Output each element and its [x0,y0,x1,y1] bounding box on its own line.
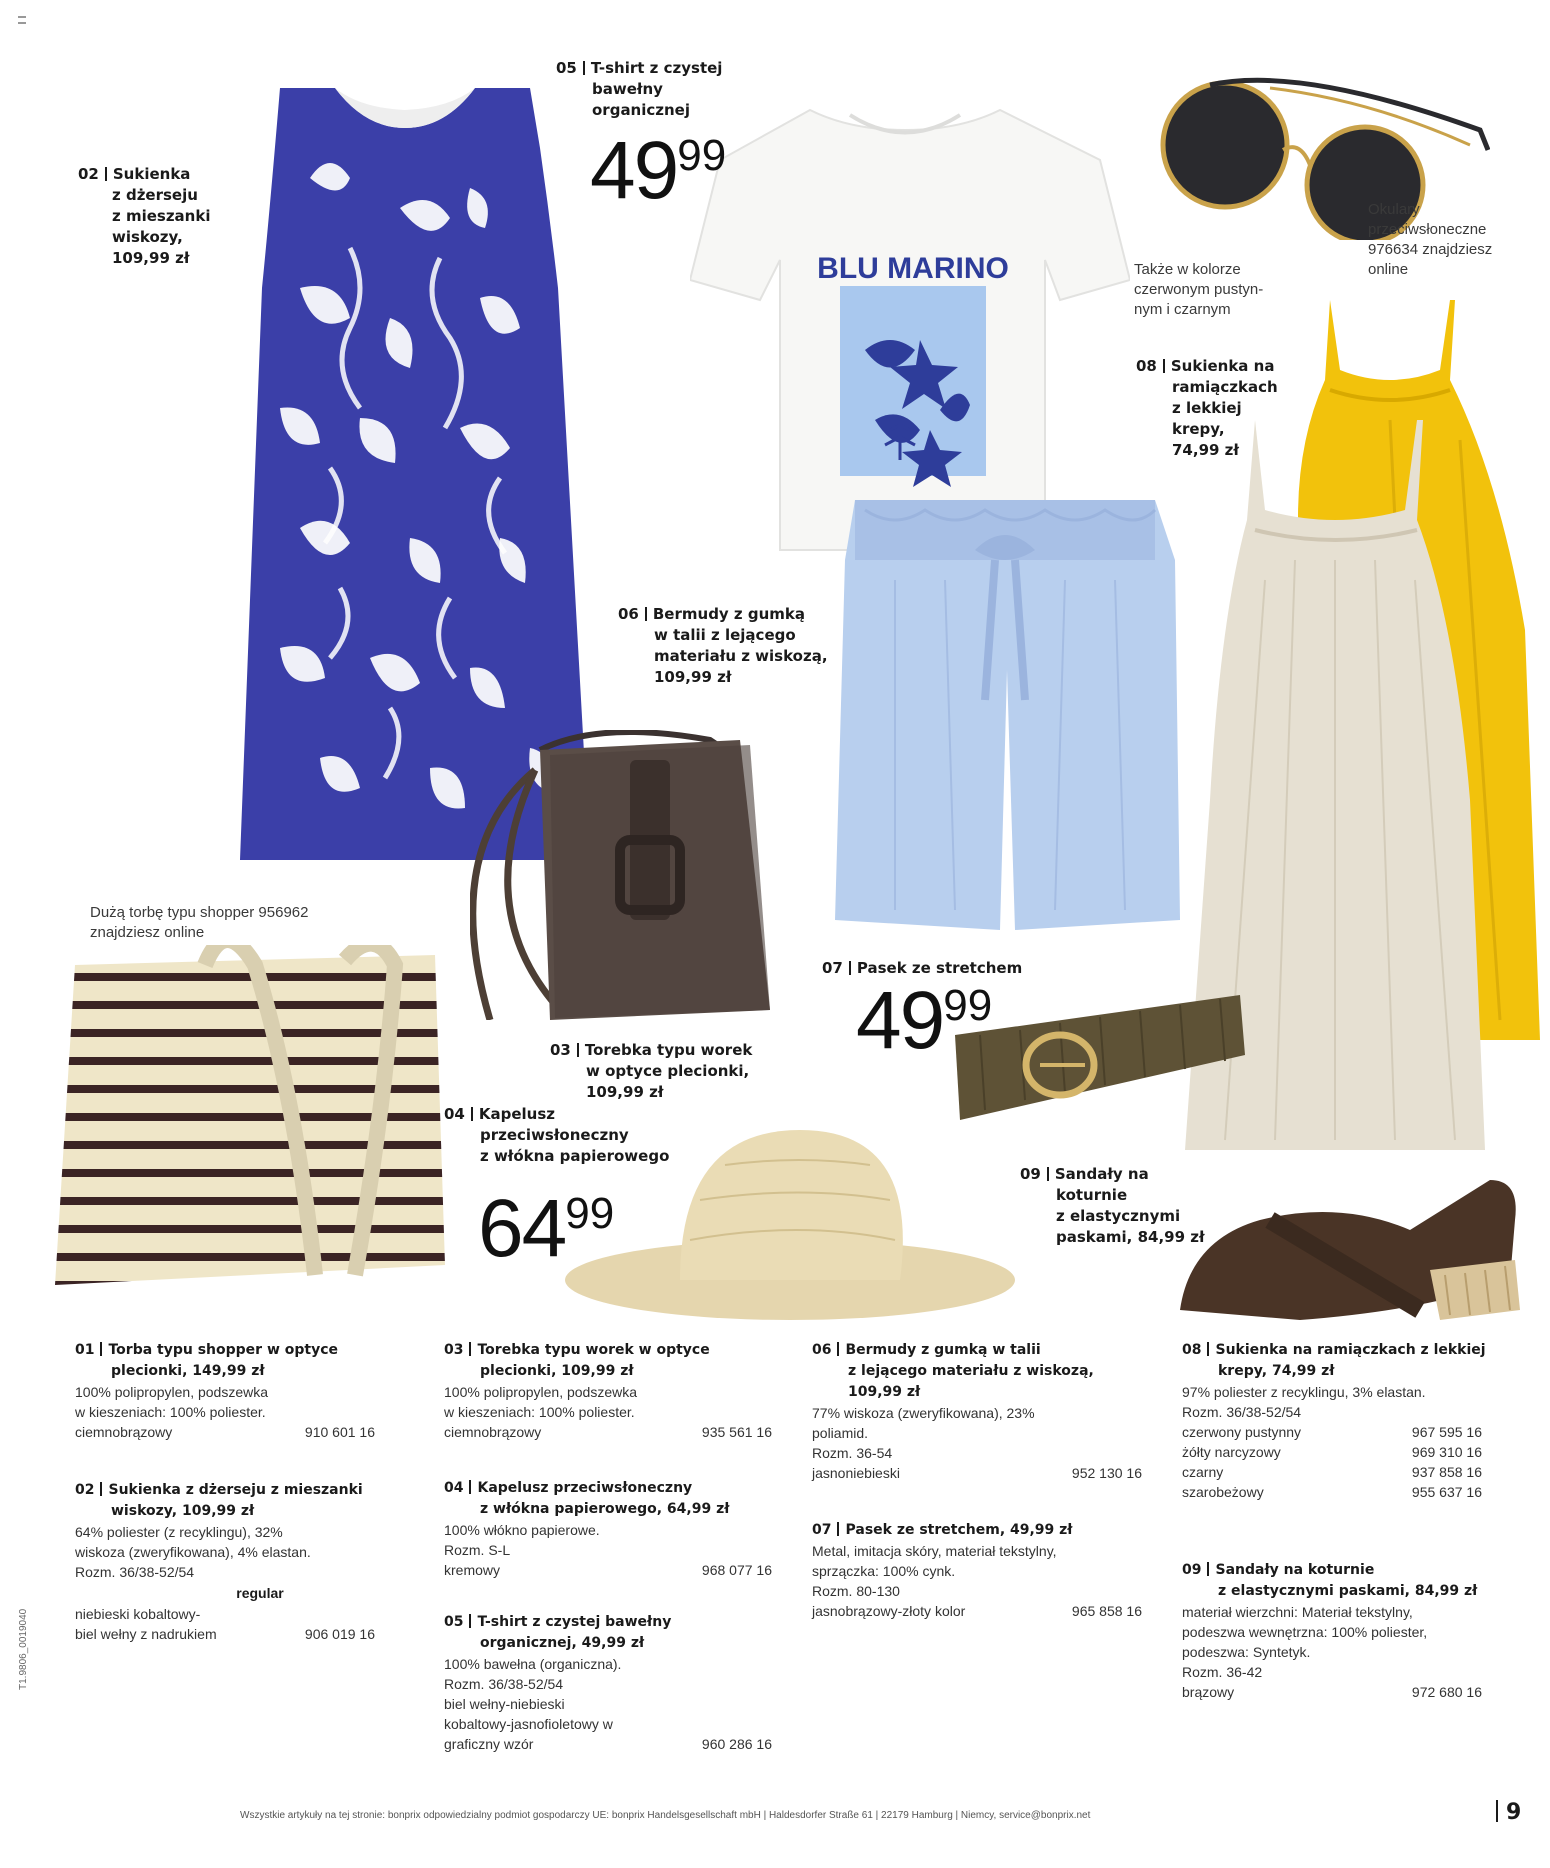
spec-text: podeszwa: Syntetyk. [1182,1644,1311,1660]
label-09-line: Sandały na [1054,1165,1149,1183]
spec-text: 100% polipropylen, podszewka [444,1384,638,1400]
label-08 [1136,356,1278,461]
spec-code: 965 858 16 [1071,1603,1142,1619]
label-06-line: w talii z lejącego [654,626,796,644]
spec-color: niebieski kobaltowy- [75,1606,201,1622]
tshirt-print-text: BLU MARINO [817,252,1009,285]
spec-title-line: krepy, 74,99 zł [1218,1363,1335,1379]
spec-code: 968 077 16 [701,1562,772,1578]
tshirt-05-image [690,90,1130,560]
price-belt-main: 49 [856,975,944,1066]
spec-color-row [75,1604,375,1624]
spec-color-row [812,1463,1142,1483]
spec-text: Rozm. 36-54 [812,1445,893,1461]
spec-fit-label: regular [236,1585,284,1601]
spec-title [444,1612,772,1654]
spec-title-line: wiskozy, 109,99 zł [111,1503,255,1519]
spec-color-row [444,1734,772,1754]
spec-color: czerwony pustynny [1182,1424,1302,1440]
spec-title [75,1480,375,1522]
spec-08 [1182,1340,1492,1502]
label-03 [550,1040,752,1103]
spec-title-line: z włókna papierowego, 64,99 zł [480,1501,730,1517]
label-09-num: 09 [1020,1165,1041,1183]
label-07-num: 07 [822,959,843,977]
spec-title [1182,1560,1512,1602]
spec-color: graficzny wzór [444,1736,534,1752]
label-06 [618,604,828,688]
spec-text: Rozm. 36/38-52/54 [75,1564,195,1580]
note-line: nym i czarnym [1134,301,1231,318]
label-06-line: 109,99 zł [654,668,732,686]
spec-text: 100% bawełna (organiczna). [444,1656,622,1672]
spec-text: poliamid. [812,1425,869,1441]
spec-code: 960 286 16 [701,1736,772,1752]
spec-color: szarobeżowy [1182,1484,1264,1500]
spec-color: biel wełny z nadrukiem [75,1626,217,1642]
price-belt-cents: 99 [943,981,993,1030]
bucket-bag-03-image [470,730,800,1020]
spec-title-line: 109,99 zł [848,1384,921,1400]
spec-title-line: Sukienka z dżerseju z mieszanki [108,1482,363,1498]
spec-text: materiał wierzchni: Materiał tekstylny, [1182,1604,1413,1620]
note-line: Dużą torbę typu shopper 956962 [90,904,309,921]
spec-code: 935 561 16 [701,1424,772,1440]
spec-text: 100% włókno papierowe. [444,1522,600,1538]
spec-num: 02 [75,1482,95,1498]
spec-num: 03 [444,1342,464,1358]
label-05-line: organicznej [592,101,690,119]
spec-num: 07 [812,1522,832,1538]
sandal-09-image [1180,1160,1520,1320]
spec-code: 952 130 16 [1071,1465,1142,1481]
crop-mark [18,16,26,24]
label-03-line: Torebka typu worek [584,1041,753,1059]
spec-code: 910 601 16 [304,1424,375,1440]
side-code: T1.9806_0019040 [18,1608,29,1690]
spec-title-line: Kapelusz przeciwsłoneczny [477,1480,693,1496]
label-09 [1020,1164,1205,1248]
spec-text: w kieszeniach: 100% poliester. [75,1404,266,1420]
spec-05 [444,1612,772,1754]
spec-title-line: plecionki, 149,99 zł [111,1363,265,1379]
spec-color-row [1182,1422,1482,1442]
label-02-line: Sukienka [112,165,191,183]
label-03-num: 03 [550,1041,571,1059]
label-02-line: wiskozy, [112,228,183,246]
label-04 [444,1104,669,1167]
label-02-line: z mieszanki [112,207,211,225]
label-05-line: T-shirt z czystej [590,59,723,77]
price-hat-cents: 99 [565,1189,615,1238]
spec-text: wiskoza (zweryfikowana), 4% elastan. [75,1544,311,1560]
spec-color-row [75,1624,375,1644]
label-05 [556,58,722,121]
price-tshirt-cents: 99 [677,131,727,180]
spec-title-line: Torba typu shopper w optyce [108,1342,339,1358]
spec-title-line: plecionki, 109,99 zł [480,1363,634,1379]
note-line: Także w kolorze [1134,261,1241,278]
spec-color-row [1182,1462,1482,1482]
label-08-line: z lekkiej [1172,399,1242,417]
label-02 [78,164,210,269]
spec-text: sprzączka: 100% cynk. [812,1563,956,1579]
spec-title-line: z elastycznymi paskami, 84,99 zł [1218,1583,1478,1599]
spec-color-row [444,1422,772,1442]
spec-04 [444,1478,772,1580]
label-08-num: 08 [1136,357,1157,375]
note-sunglasses [1368,200,1492,280]
spec-title-line: T-shirt z czystej bawełny [477,1614,672,1630]
spec-title [75,1340,375,1382]
spec-text: Rozm. 80-130 [812,1583,900,1599]
shopper-bag-image [55,945,445,1285]
label-04-num: 04 [444,1105,465,1123]
spec-text: Rozm. 36/38-52/54 [1182,1404,1302,1420]
label-05-line: bawełny [592,80,663,98]
note-line: znajdziesz online [90,924,205,941]
label-09-line: koturnie [1056,1186,1128,1204]
spec-num: 06 [812,1342,832,1358]
spec-color: kremowy [444,1562,501,1578]
spec-color-row [1182,1482,1482,1502]
spec-text: Rozm. 36-42 [1182,1664,1263,1680]
price-tshirt [590,125,727,216]
label-08-line: 74,99 zł [1172,441,1239,459]
label-03-line: 109,99 zł [586,1083,664,1101]
spec-code: 937 858 16 [1411,1464,1482,1480]
spec-title-line: Pasek ze stretchem, 49,99 zł [845,1522,1073,1538]
spec-num: 05 [444,1614,464,1630]
spec-code: 969 310 16 [1411,1444,1482,1460]
label-08-line: Sukienka na [1170,357,1275,375]
label-06-num: 06 [618,605,639,623]
spec-07 [812,1520,1142,1621]
spec-color: brązowy [1182,1684,1235,1700]
spec-color: czarny [1182,1464,1224,1480]
spec-title-line: z lejącego materiału z wiskozą, [848,1363,1094,1379]
spec-color-row [444,1560,772,1580]
label-04-line: z włókna papierowego [480,1147,670,1165]
spec-text: Metal, imitacja skóry, materiał tekstylny, [812,1543,1057,1559]
spec-num: 09 [1182,1562,1202,1578]
label-06-line: materiału z wiskozą, [654,647,828,665]
spec-title [812,1520,1142,1541]
spec-03 [444,1340,772,1442]
spec-text: w kieszeniach: 100% poliester. [444,1404,635,1420]
page-number-value: 9 [1506,1800,1522,1825]
label-07-line: Pasek ze stretchem [856,959,1023,977]
spec-title [1182,1340,1492,1382]
label-09-line: z elastycznymi [1056,1207,1181,1225]
label-04-line: Kapelusz [478,1105,556,1123]
label-02-line: 109,99 zł [112,249,190,267]
label-05-num: 05 [556,59,577,77]
note-line: online [1368,261,1409,278]
label-02-line: z dżerseju [112,186,198,204]
spec-num: 08 [1182,1342,1202,1358]
bermuda-06-image [835,500,1180,940]
spec-num: 04 [444,1480,464,1496]
spec-text: kobaltowy-jasnofioletowy w [444,1716,613,1732]
spec-text: 64% poliester (z recyklingu), 32% [75,1524,283,1540]
price-belt [856,975,993,1066]
spec-code: 967 595 16 [1411,1424,1482,1440]
spec-color-row [812,1601,1142,1621]
spec-code: 906 019 16 [304,1626,375,1642]
spec-text: biel wełny-niebieski [444,1696,565,1712]
spec-code: 972 680 16 [1411,1684,1482,1700]
spec-title-line: Sukienka na ramiączkach z lekkiej [1215,1342,1486,1358]
spec-title-line: Bermudy z gumką w talii [845,1342,1041,1358]
spec-title-line: organicznej, 49,99 zł [480,1635,645,1651]
spec-color-row [1182,1442,1482,1462]
spec-text: 97% poliester z recyklingu, 3% elastan. [1182,1384,1426,1400]
note-colors [1134,260,1263,320]
spec-color-row [1182,1682,1482,1702]
spec-01 [75,1340,375,1442]
note-line: 976634 znajdziesz [1368,241,1493,258]
spec-title [812,1340,1142,1403]
label-03-line: w optyce plecionki, [586,1062,750,1080]
label-06-line: Bermudy z gumką [652,605,806,623]
spec-06 [812,1340,1142,1483]
label-09-line: paskami, 84,99 zł [1056,1228,1205,1246]
spec-text: Rozm. S-L [444,1542,511,1558]
spec-title [444,1478,772,1520]
spec-color: jasnobrązowy-złoty kolor [812,1603,966,1619]
label-08-line: krepy, [1172,420,1225,438]
spec-02 [75,1480,375,1644]
page-number [1496,1800,1521,1825]
footer-legal: Wszystkie artykuły na tej stronie: bonprix odpowiedzialny podmiot gospodarczy UE: bonprix Handelsgesellschaft mbH | Haldesdorfer Straße 61 | 22179 Hamburg | Niemcy, service@bonprix.net [240,1810,1091,1821]
belt-07-image [950,995,1250,1135]
spec-color: ciemnobrązowy [75,1424,173,1440]
spec-color: jasnoniebieski [812,1465,900,1481]
spec-text: 77% wiskoza (zweryfikowana), 23% [812,1405,1035,1421]
spec-title [444,1340,772,1382]
price-tshirt-main: 49 [590,125,678,216]
spec-title-line: Sandały na koturnie [1215,1562,1375,1578]
spec-text: 100% polipropylen, podszewka [75,1384,269,1400]
spec-num: 01 [75,1342,95,1358]
label-08-line: ramiączkach [1172,378,1278,396]
label-02-num: 02 [78,165,99,183]
note-line: czerwonym pustyn- [1134,281,1264,298]
spec-color-row [75,1422,375,1442]
label-04-line: przeciwsłoneczny [480,1126,629,1144]
price-hat [478,1183,615,1274]
spec-color: żółty narcyzowy [1182,1444,1281,1460]
price-hat-main: 64 [478,1183,566,1274]
spec-09 [1182,1560,1512,1702]
note-line: przeciwsłoneczne [1368,221,1487,238]
spec-text: Rozm. 36/38-52/54 [444,1676,564,1692]
spec-code: 955 637 16 [1411,1484,1482,1500]
spec-title-line: Torebka typu worek w optyce [477,1342,710,1358]
spec-text: podeszwa wewnętrzna: 100% poliester, [1182,1624,1428,1640]
note-shopper [90,903,309,943]
note-line: Okulary [1368,201,1420,218]
spec-color: ciemnobrązowy [444,1424,542,1440]
